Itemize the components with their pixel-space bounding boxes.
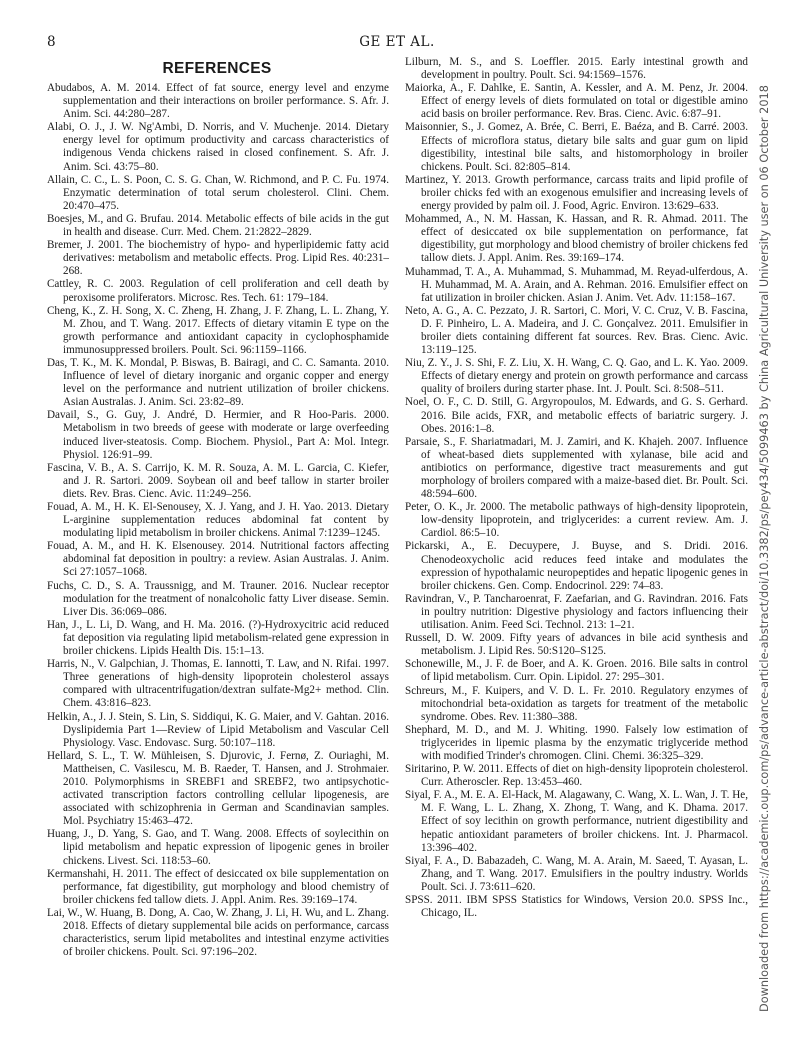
reference-entry: Abudabos, A. M. 2014. Effect of fat source, energy level and enzyme supplementation and their interactions on broiler performance. S. Afr. J. Anim. Sci. 44:280–287.: [47, 82, 389, 121]
reference-entry: Martinez, Y. 2013. Growth performance, carcass traits and lipid profile of broiler chicks fed with an exogenous emulsifier and increasing levels of energy provided by palm oil. J. Food, Agric. Environ. 13:629–633.: [405, 173, 748, 213]
running-head: GE ET AL.: [359, 34, 435, 50]
reference-entry: Maisonnier, S., J. Gomez, A. Brée, C. Berri, E. Baéza, and B. Carré. 2003. Effects of microflora status, dietary bile salts and guar gum on lipid digestibility, intestinal bile salts, and histomorphology in broiler chickens. Poult. Sci. 82:805–814.: [405, 121, 748, 173]
reference-entry: Hellard, S. L., T. W. Mühleisen, S. Djurovic, J. Fernø, Z. Ouriaghi, M. Mattheisen, C. Vasilescu, M. B. Raeder, T. Hansen, and J. Strohmaier. 2010. Polymorphisms in SREBF1 and SREBF2, two antipsychotic-activated transcription factors controlling cellular lipogenesis, are associated with schizophrenia in German and Scandinavian samples. Mol. Psychiatry 15:463–472.: [47, 749, 389, 828]
reference-entry: Alabi, O. J., J. W. Ng'Ambi, D. Norris, and V. Muchenje. 2014. Dietary energy level for optimum productivity and carcass characteristics of indigenous Venda chickens raised in closed confinement. S. Afr. J. Anim. Sci. 43:75–80.: [47, 121, 389, 173]
reference-entry: Shephard, M. D., and M. J. Whiting. 1990. Falsely low estimation of triglycerides in lipemic plasma by the enzymatic triglyceride method with modified Trinder's chromogen. Clini. Chemi. 36:325–329.: [405, 723, 748, 762]
reference-entry: Han, J., L. Li, D. Wang, and H. Ma. 2016. (?)-Hydroxycitric acid reduced fat deposition via regulating lipid metabolism-related gene expression in broiler chickens. Lipids Health Dis. 15:1–13.: [47, 618, 389, 658]
reference-entry: Huang, J., D. Yang, S. Gao, and T. Wang. 2008. Effects of soylecithin on lipid metabolism and hepatic expression of lipogenic genes in broiler chickens. Livest. Sci. 118:53–60.: [47, 828, 389, 867]
reference-entry: Cattley, R. C. 2003. Regulation of cell proliferation and cell death by peroxisome proliferators. Microsc. Res. Tech. 61: 179–184.: [47, 278, 389, 304]
references-heading: REFERENCES: [162, 60, 272, 77]
reference-entry: Bremer, J. 2001. The biochemistry of hypo- and hyperlipidemic fatty acid derivatives: metabolism and metabolic effects. Prog. Lipid Res. 40:231–268.: [47, 239, 389, 278]
reference-entry: Parsaie, S., F. Shariatmadari, M. J. Zamiri, and K. Khajeh. 2007. Influence of wheat-based diets supplemented with xylanase, bile acid and antibiotics on performance, digestive tract measurements and gut morphology of broilers compared with a maize-based diet. Br. Poult. Sci. 48:594–600.: [405, 435, 748, 501]
reference-entry: Schonewille, M., J. F. de Boer, and A. K. Groen. 2016. Bile salts in control of lipid metabolism. Curr. Opin. Lipidol. 27: 295–301.: [405, 658, 748, 684]
reference-entry: Russell, D. W. 2009. Fifty years of advances in bile acid synthesis and metabolism. J. Lipid Res. 50:S120–S125.: [405, 632, 748, 658]
reference-entry: Fouad, A. M., H. K. El-Senousey, X. J. Yang, and J. H. Yao. 2013. Dietary L-arginine supplementation reduces abdominal fat content by modulating lipid metabolism in broiler chickens. Animal 7:1239–1245.: [47, 501, 389, 540]
reference-entry: Lai, W., W. Huang, B. Dong, A. Cao, W. Zhang, J. Li, H. Wu, and L. Zhang. 2018. Effects of dietary supplemental bile acids on performance, carcass characteristics, serum lipid metabolites and intestinal enzyme activities of broiler chickens. Poult. Sci. 97:196–202.: [47, 906, 389, 959]
reference-entry: Maiorka, A., F. Dahlke, E. Santin, A. Kessler, and A. M. Penz, Jr. 2004. Effect of energy levels of diets formulated on total or digestible amino acid basis on broiler performance. Rev. Bras. Cienc. Avic. 6:87–91.: [405, 82, 748, 121]
reference-entry: Siritarino, P. W. 2011. Effects of diet on high-density lipoprotein cholesterol. Curr. Atheroscler. Rep. 13:453–460.: [405, 763, 748, 789]
download-watermark: Downloaded from https://academic.oup.com/ps/advance-article-abstract/doi/10.3382/ps/pey434/5099463 by China Agricultural University user on 06 October 2018: [758, 85, 771, 1012]
reference-entry: Siyal, F. A., M. E. A. El-Hack, M. Alagawany, C. Wang, X. L. Wan, J. T. He, M. F. Wang, L. L. Zhang, X. Zhong, T. Wang, and K. Dhama. 2017. Effect of soy lecithin on growth performance, nutrient digestibility and hepatic antioxidant parameters of broiler chickens. Int. J. Pharmacol. 13:396–402.: [405, 789, 748, 854]
reference-entry: Peter, O. K., Jr. 2000. The metabolic pathways of high-density lipoprotein, low-density lipoprotein, and triglycerides: a current review. Am. J. Cardiol. 86:5–10.: [405, 501, 748, 540]
reference-entry: Niu, Z. Y., J. S. Shi, F. Z. Liu, X. H. Wang, C. Q. Gao, and L. K. Yao. 2009. Effects of dietary energy and protein on growth performance and carcass quality of broilers during starter phase. Int. J. Poult. Sci. 8:508–511.: [405, 357, 748, 396]
reference-entry: Boesjes, M., and G. Brufau. 2014. Metabolic effects of bile acids in the gut in health and disease. Curr. Med. Chem. 21:2822–2829.: [47, 212, 389, 239]
reference-entry: Siyal, F. A., D. Babazadeh, C. Wang, M. A. Arain, M. Saeed, T. Ayasan, L. Zhang, and T. Wang. 2017. Emulsifiers in the poultry industry. Worlds Poult. Sci. J. 73:611–620.: [405, 854, 748, 893]
reference-entry: Davail, S., G. Guy, J. André, D. Hermier, and R Hoo-Paris. 2000. Metabolism in two breeds of geese with moderate or large overfeeding induced liver-steatosis. Comp. Biochem. Physiol., Part A: Mol. Integr. Physiol. 126:91–99.: [47, 409, 389, 461]
references-column-left: [47, 82, 389, 959]
reference-entry: Fascina, V. B., A. S. Carrijo, K. M. R. Souza, A. M. L. Garcia, C. Kiefer, and J. R. Sartori. 2009. Soybean oil and beef tallow in starter broiler diets. Rev. Bras. Cienc. Avic. 11:249–256.: [47, 461, 389, 500]
reference-entry: Neto, A. G., A. C. Pezzato, J. R. Sartori, C. Mori, V. C. Cruz, V. B. Fascina, D. F. Pinheiro, L. A. Madeira, and J. C. Gonçalvez. 2011. Emulsifier in broiler diets containing different fat sources. Rev. Bras. Cienc. Avic. 13:119–125.: [405, 304, 748, 357]
page-number: 8: [47, 34, 56, 50]
reference-entry: Harris, N., V. Galpchian, J. Thomas, E. Iannotti, T. Law, and N. Rifai. 1997. Three generations of high-density lipoprotein cholesterol assays compared with ultracentrifugation/dextran sulfate-Mg2+ method. Clin. Chem. 43:816–823.: [47, 658, 389, 710]
reference-entry: Muhammad, T. A., A. Muhammad, S. Muhammad, M. Reyad-ulferdous, A. H. Muhammad, M. A. Arain, and A. Rehman. 2016. Emulsifier effect on fat utilization in broiler chicken. Asian J. Anim. Vet. Adv. 11:158–167.: [405, 265, 748, 304]
reference-entry: Schreurs, M., F. Kuipers, and V. D. L. Fr. 2010. Regulatory enzymes of mitochondrial beta-oxidation as targets for treatment of the metabolic syndrome. Obes. Rev. 11:380–388.: [405, 684, 748, 723]
references-column-right: [405, 56, 748, 920]
reference-entry: Allain, C. C., L. S. Poon, C. S. G. Chan, W. Richmond, and P. C. Fu. 1974. Enzymatic determination of total serum cholesterol. Clini. Chem. 20:470–475.: [47, 173, 389, 212]
reference-entry: Helkin, A., J. J. Stein, S. Lin, S. Siddiqui, K. G. Maier, and V. Gahtan. 2016. Dyslipidemia Part 1—Review of Lipid Metabolism and Vascular Cell Physiology. Vasc. Endovasc. Surg. 50:107–118.: [47, 710, 389, 749]
reference-entry: Ravindran, V., P. Tancharoenrat, F. Zaefarian, and G. Ravindran. 2016. Fats in poultry nutrition: Digestive physiology and factors influencing their utilisation. Anim. Feed Sci. Technol. 213: 1–21.: [405, 592, 748, 632]
reference-entry: Kermanshahi, H. 2011. The effect of desiccated ox bile supplementation on performance, fat digestibility, gut morphology and blood chemistry of broiler chickens fed tallow diets. J. Appl. Anim. Res. 39:169–174.: [47, 867, 389, 906]
reference-entry: SPSS. 2011. IBM SPSS Statistics for Windows, Version 20.0. SPSS Inc., Chicago, IL.: [405, 894, 748, 920]
reference-entry: Mohammed, A., N. M. Hassan, K. Hassan, and R. R. Ahmad. 2011. The effect of desiccated ox bile supplementation on performance, fat digestibility, gut morphology and blood chemistry of broiler chickens fed tallow diets. J. Appl. Anim. Res. 39:169–174.: [405, 213, 748, 265]
reference-entry: Fouad, A. M., and H. K. Elsenousey. 2014. Nutritional factors affecting abdominal fat deposition in poultry: a review. Asian Australas. J. Anim. Sci 27:1057–1068.: [47, 540, 389, 579]
reference-entry: Cheng, K., Z. H. Song, X. C. Zheng, H. Zhang, J. F. Zhang, L. L. Zhang, Y. M. Zhou, and T. Wang. 2017. Effects of dietary vitamin E type on the growth performance and antioxidant capacity in cyclophosphamide immunosuppressed broilers. Poult. Sci. 96:1159–1166.: [47, 304, 389, 356]
reference-entry: Das, T. K., M. K. Mondal, P. Biswas, B. Bairagi, and C. C. Samanta. 2010. Influence of level of dietary inorganic and organic copper and energy level on the performance and nutrient utilization of broiler chickens. Asian Australas. J. Anim. Sci. 23:82–89.: [47, 356, 389, 409]
reference-entry: Lilburn, M. S., and S. Loeffler. 2015. Early intestinal growth and development in poultry. Poult. Sci. 94:1569–1576.: [405, 56, 748, 82]
reference-entry: Pickarski, A., E. Decuypere, J. Buyse, and S. Dridi. 2016. Chenodeoxycholic acid reduces feed intake and modulates the expression of hypothalamic neuropeptides and hepatic lipogenic genes in broiler chickens. Gen. Comp. Endocrinol. 229: 74–83.: [405, 540, 748, 592]
reference-entry: Noel, O. F., C. D. Still, G. Argyropoulos, M. Edwards, and G. S. Gerhard. 2016. Bile acids, FXR, and metabolic effects of bariatric surgery. J. Obes. 2016:1–8.: [405, 396, 748, 435]
reference-entry: Fuchs, C. D., S. A. Traussnigg, and M. Trauner. 2016. Nuclear receptor modulation for the treatment of nonalcoholic fatty Liver disease. Semin. Liver Dis. 36:069–086.: [47, 579, 389, 618]
